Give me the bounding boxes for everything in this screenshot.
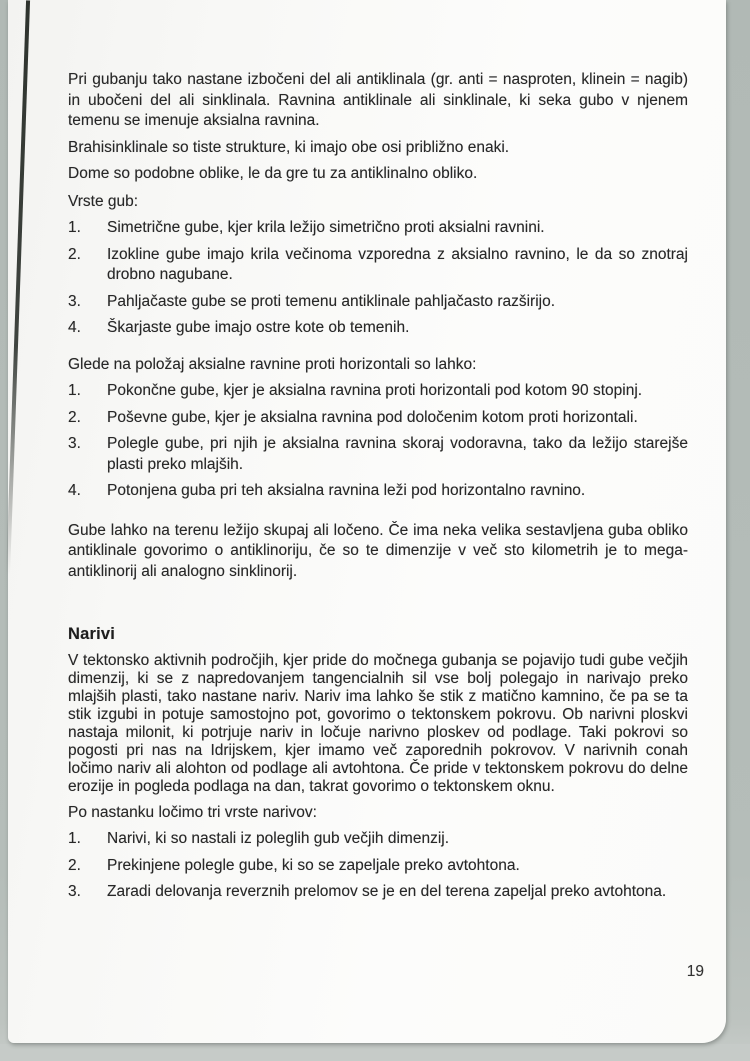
list-item-text: Prekinjene polegle gube, ki so se zapeljale preko avtohtona.: [107, 856, 520, 874]
list-item-number: 2.: [68, 245, 81, 263]
list-item-text: Simetrične gube, kjer krila ležijo simetrično proti aksialni ravnini.: [107, 219, 545, 236]
list-item: [68, 292, 688, 313]
list-label: Vrste gub:: [68, 192, 139, 210]
list-item-text: Pokončne gube, kjer je aksialna ravnina proti horizontali pod kotom 90 stopinj.: [107, 382, 643, 399]
paragraph: Pri gubanju tako nastane izbočeni del ali antiklinala (gr. anti = nasproten, klinein = nagib) in ubočeni del ali sinklinala. Ravnina antiklinale ali sinklinale, ki seka gubo v njenem temenu se imenuje aksialna ravnina.: [68, 71, 688, 129]
list-item-text: Narivi, ki so nastali iz poleglih gub večjih dimenzij.: [107, 830, 450, 847]
list-item-text: Poševne gube, kjer je aksialna ravnina pod določenim kotom proti horizontali.: [107, 408, 638, 426]
list-item-number: 1.: [68, 219, 81, 236]
list-item-number: 4.: [68, 319, 81, 336]
page-number: 19: [686, 963, 704, 980]
list-item-text: Polegle gube, pri njih je aksialna ravnina skoraj vodoravna, tako da ležijo starejše plasti preko mlajših.: [107, 435, 688, 473]
list-item: [68, 218, 688, 239]
list-item: [68, 434, 688, 475]
list-item-number: 3.: [68, 883, 81, 900]
list-item-text: Izokline gube imajo krila večinoma vzporedna z aksialno ravnino, le da so znotraj drobno nagubane.: [107, 245, 688, 283]
numbered-list-nappe-types: [68, 829, 688, 903]
paragraph: Dome so podobne oblike, le da gre tu za antiklinalno obliko.: [68, 165, 478, 182]
document-page: [8, 0, 726, 1043]
list-item: [68, 318, 688, 339]
list-item-text: Pahljačaste gube se proti temenu antiklinale pahljačasto razširijo.: [107, 292, 556, 310]
list-item-text: Škarjaste gube imajo ostre kote ob temenih.: [107, 319, 410, 336]
list-item-number: 4.: [68, 482, 81, 499]
list-item: [68, 829, 688, 850]
paragraph: Gube lahko na terenu ležijo skupaj ali ločeno. Če ima neka velika sestavljena guba obliko antiklinale govorimo o antiklinoriju, če so te dimenzije v več sto kilometrih je to mega-antiklinorij ali analogno sinklinorij.: [68, 521, 688, 580]
section-heading-narivi: Narivi: [68, 625, 116, 643]
list-item: [68, 408, 688, 429]
list-item-number: 1.: [68, 830, 81, 847]
paragraph: Brahisinklinale so tiste strukture, ki imajo obe osi približno enaki.: [68, 138, 510, 156]
list-item-number: 3.: [68, 435, 81, 452]
list-item-text: Potonjena guba pri teh aksialna ravnina leži pod horizontalno ravnino.: [107, 482, 586, 499]
list-item: [68, 856, 688, 877]
page-text-block: [68, 0, 688, 909]
list-item-number: 1.: [68, 382, 81, 399]
list-item-number: 2.: [68, 408, 81, 426]
numbered-list-fold-types: [68, 218, 688, 339]
list-item: [68, 481, 688, 502]
list-item: [68, 245, 688, 286]
scanner-background-strip: [0, 1044, 750, 1061]
list-item: [68, 381, 688, 402]
list-label: Po nastanku ločimo tri vrste narivov:: [68, 803, 317, 821]
list-label: Glede na položaj aksialne ravnine proti horizontali so lahko:: [68, 355, 477, 373]
numbered-list-axial-plane: [68, 381, 688, 502]
list-item: [68, 882, 688, 903]
paragraph: V tektonsko aktivnih področjih, kjer pride do močnega gubanja se pojavijo tudi gube večjih dimenzij, ki se z napredovanjem tangencialnih sil vse bolj polegajo in narivajo preko mlajših plasti, tako nastane nariv. Nariv ima lahko še stik z matično kamnino, če pa se ta stik izgubi in potuje samostojno pot, govorimo o tektonskem pokrovu. Ob narivni ploskvi nastaja milonit, ki potrjuje nariv in ločuje narivno ploskev od podlage. Taki pokrovi so pogosti pri nas na Idrijskem, kjer imamo več zaporednih pokrovov. V narivnih conah ločimo nariv ali alohton od podlage ali avtohtona. Če pride v tektonskem pokrovu do delne erozije in pogleda podlaga na dan, takrat govorimo o tektonskem oknu.: [68, 651, 688, 795]
list-item-number: 2.: [68, 856, 81, 874]
list-item-text: Zaradi delovanja reverznih prelomov se je en del terena zapeljal preko avtohtona.: [107, 883, 667, 900]
list-item-number: 3.: [68, 292, 81, 310]
